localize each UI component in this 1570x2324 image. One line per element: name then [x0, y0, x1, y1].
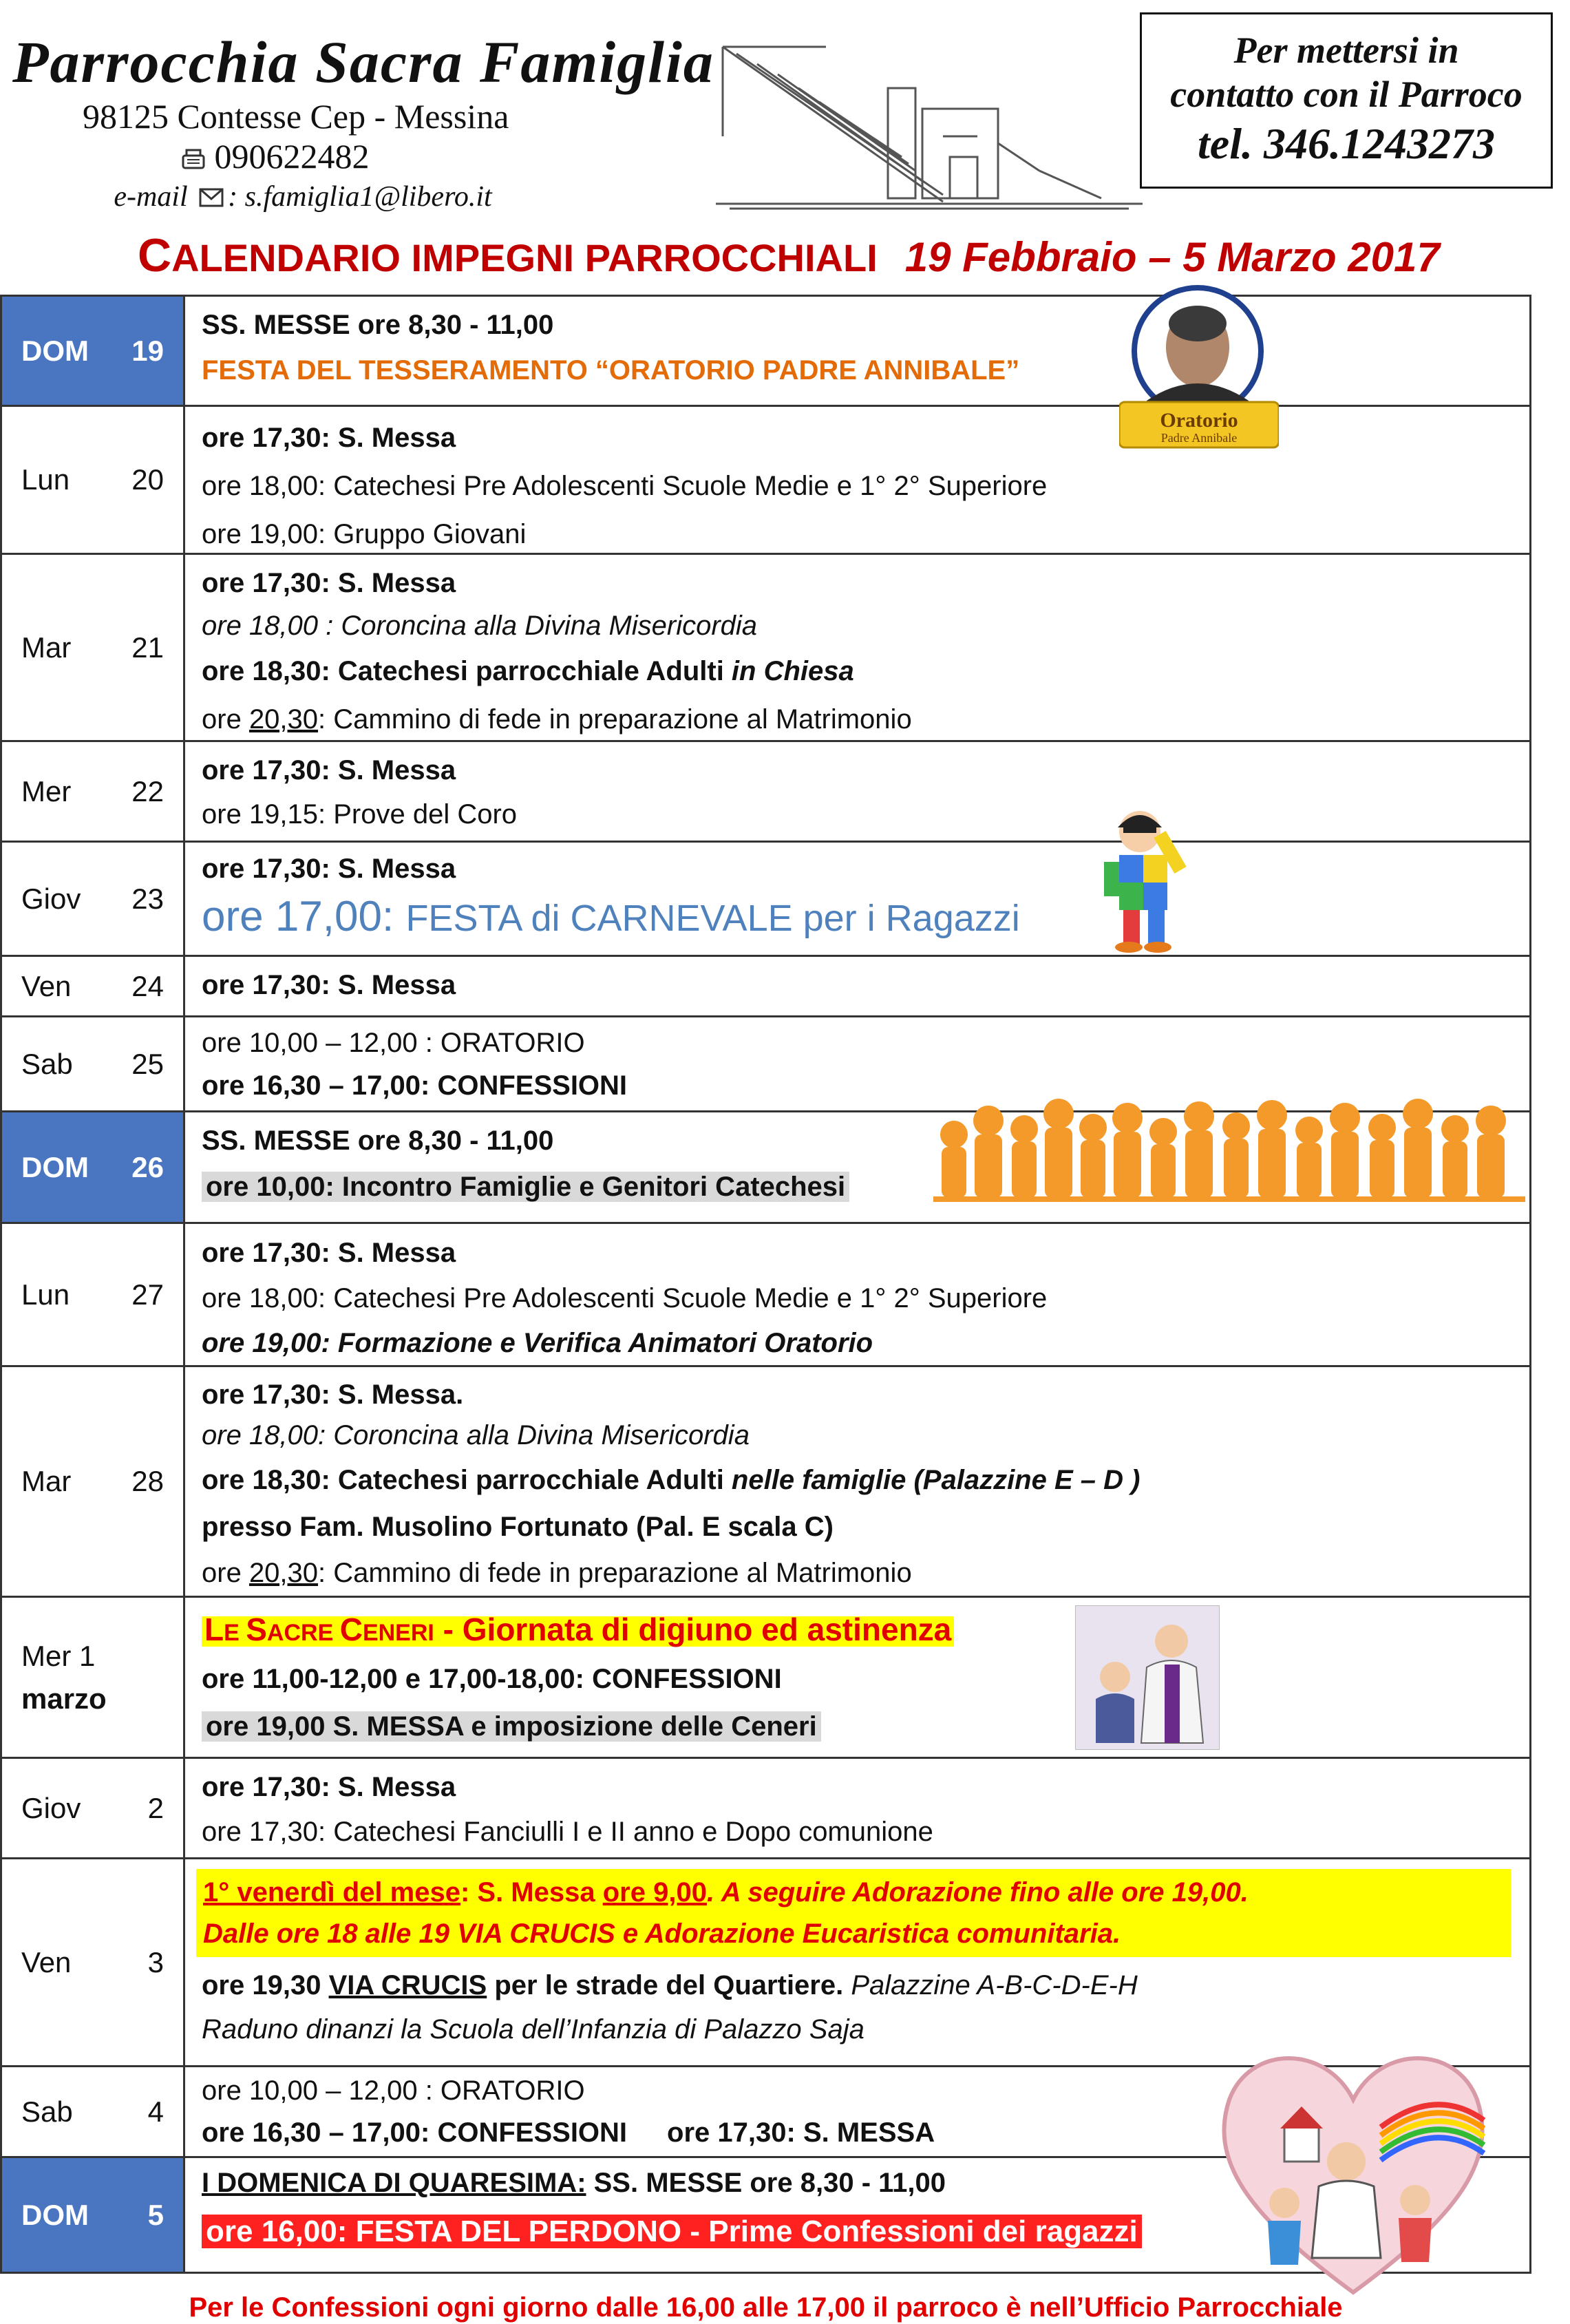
contact-line-1: Per mettersi in: [1233, 30, 1459, 71]
day-name: Ven: [21, 1945, 72, 1978]
day-cell: [2, 843, 185, 955]
day-name: Giov: [21, 882, 81, 915]
event-line: Dalle ore 18 alle 19 VIA CRUCIS e Adorazione Eucaristica comunitaria.: [203, 1919, 1121, 1949]
day-cell: [2, 1598, 185, 1757]
day-cell: [2, 1759, 185, 1857]
day-cell: [2, 742, 185, 841]
calendar-row-lun-27: [0, 1224, 1531, 1367]
first-friday-highlight: [196, 1869, 1511, 1957]
event-line: ore 20,30: Cammino di fede in preparazione al Matrimonio: [202, 1558, 912, 1588]
event-line: I DOMENICA DI QUARESIMA: SS. MESSE ore 8,30 - 11,00: [202, 2168, 946, 2198]
calendar-row-dom-19: [0, 297, 1531, 407]
church-drawing: [716, 33, 1143, 212]
oratorio-badge-logo: [1119, 284, 1279, 449]
event-line: presso Fam. Musolino Fortunato (Pal. E scala C): [202, 1512, 834, 1542]
event-line: ore 10,00 – 12,00 : ORATORIO: [202, 1028, 585, 1058]
badge-title: Oratorio: [1160, 409, 1238, 432]
events-cell: [185, 1759, 1529, 1857]
event-line: ore 17,30: S. Messa.: [202, 1380, 464, 1410]
event-line: ore 19,00: Formazione e Verifica Animatori Oratorio: [202, 1328, 873, 1358]
event-line: ore 19,15: Prove del Coro: [202, 799, 518, 830]
telephone-icon: [182, 149, 205, 169]
day-cell: [2, 2067, 185, 2156]
calendar-table: [0, 295, 1531, 2274]
event-line: ore 18,00: Catechesi Pre Adolescenti Scuole Medie e 1° 2° Superiore: [202, 1283, 1048, 1313]
event-line: ore 19,00: Gruppo Giovani: [202, 519, 527, 549]
event-line: ore 17,30: S. Messa: [202, 970, 456, 1000]
event-line: ore 17,30: S. Messa: [202, 423, 456, 453]
day-number: 2: [147, 1791, 164, 1824]
event-line: ore 17,30: Catechesi Fanciulli I e II anno e Dopo comunione: [202, 1817, 933, 1847]
phone-number: 090622482: [214, 137, 370, 176]
event-line: ore 16,30 – 17,00: CONFESSIONI: [202, 1070, 628, 1101]
day-number: 22: [131, 774, 164, 807]
parish-name: Parrocchia Sacra Famiglia: [12, 29, 714, 95]
events-cell: [185, 555, 1529, 740]
events-cell: [185, 1367, 1529, 1596]
event-line: ore 10,00: Incontro Famiglie e Genitori Catechesi: [202, 1162, 1514, 1212]
parish-email: [96, 180, 509, 213]
day-cell: [2, 555, 185, 740]
parish-address: 98125 Contesse Cep - Messina: [83, 97, 509, 136]
day-name: DOM: [21, 1150, 89, 1183]
day-name: Mer: [21, 774, 72, 807]
day-name: Lun: [21, 463, 70, 496]
day-cell: [2, 1224, 185, 1365]
event-line: ore 19,00 S. MESSA e imposizione delle Ceneri: [202, 1700, 1514, 1753]
day-number: 23: [131, 882, 164, 915]
event-line: ore 17,30: S. Messa: [202, 854, 456, 884]
parish-phone: [83, 136, 468, 176]
day-number: 5: [147, 2198, 164, 2231]
event-line: ore 19,30 VIA CRUCIS per le strade del Quartiere. Palazzine A-B-C-D-E-H: [202, 1970, 1138, 2000]
events-cell: [185, 297, 1529, 405]
event-line: ore 18,00 : Coroncina alla Divina Misericordia: [202, 611, 758, 641]
event-line: ore 17,30: S. Messa: [202, 568, 456, 598]
events-cell: [185, 742, 1529, 841]
email-address: : s.famiglia1@libero.it: [228, 181, 492, 213]
harlequin-carnival-image: [1092, 799, 1209, 957]
event-line: ore 18,00: Coroncina alla Divina Misericordia: [202, 1420, 750, 1450]
calendar-row-ven-24: [0, 957, 1531, 1017]
day-number: 21: [131, 631, 164, 664]
event-line: ore 17,30: S. Messa: [202, 1238, 456, 1268]
day-cell: [2, 1859, 185, 2065]
badge-subtitle: Padre Annibale: [1160, 431, 1238, 445]
event-line: SS. MESSE ore 8,30 - 11,00: [202, 310, 554, 340]
day-name: Ven: [21, 969, 72, 1002]
event-line: ore 16,00: FESTA DEL PERDONO - Prime Confessioni dei ragazzi: [202, 2205, 1514, 2259]
events-cell: [185, 957, 1529, 1015]
envelope-icon: [199, 188, 224, 207]
event-line: ore 17,30: S. Messa: [202, 1772, 456, 1802]
day-name: DOM: [21, 2198, 89, 2231]
day-cell: [2, 407, 185, 553]
heart-jesus-children-image: [1209, 2024, 1498, 2306]
event-line: ore 18,30: Catechesi parrocchiale Adulti nelle famiglie (Palazzine E – D ): [202, 1465, 1141, 1495]
event-line: Raduno dinanzi la Scuola dell’Infanzia di Palazzo Saja: [202, 2014, 864, 2045]
day-name: Giov: [21, 1791, 81, 1824]
day-number: 3: [147, 1945, 164, 1978]
title-dates: 19 Febbraio – 5 Marzo 2017: [904, 234, 1440, 280]
event-line: 1° venerdì del mese: S. Messa ore 9,00. A seguire Adorazione fino alle ore 19,00.: [203, 1877, 1249, 1908]
day-cell: [2, 1017, 185, 1110]
day-name: Sab: [21, 2095, 73, 2128]
events-cell: [185, 843, 1529, 955]
email-label: e-mail: [114, 181, 188, 213]
calendar-row-mer-1: [0, 1598, 1531, 1759]
day-name: Mer 1: [21, 1639, 96, 1672]
calendar-title: [138, 229, 1445, 282]
day-cell: [2, 957, 185, 1015]
day-number: 25: [131, 1047, 164, 1080]
ash-wednesday-image: [1075, 1605, 1220, 1750]
day-number: 4: [147, 2095, 164, 2128]
day-number: 24: [131, 969, 164, 1002]
day-name: Lun: [21, 1278, 70, 1311]
events-cell: [185, 407, 1529, 553]
event-line: ore 17,30: S. Messa: [202, 755, 456, 785]
day-number: 26: [131, 1150, 164, 1183]
day-name: Mar: [21, 1465, 72, 1497]
calendar-row-mar-21: [0, 555, 1531, 742]
event-line: ore 18,00: Catechesi Pre Adolescenti Scuole Medie e 1° 2° Superiore: [202, 471, 1048, 501]
event-line: ore 11,00-12,00 e 17,00-18,00: CONFESSIONI: [202, 1664, 782, 1694]
contact-box: [1140, 12, 1553, 189]
day-number: 27: [131, 1278, 164, 1311]
crowd-silhouette-image: [933, 1093, 1525, 1207]
event-line: SS. MESSE ore 8,30 - 11,00: [202, 1126, 554, 1156]
event-line: ore 18,30: Catechesi parrocchiale Adulti in Chiesa: [202, 656, 854, 686]
events-cell: [185, 1224, 1529, 1365]
title-initial: C: [138, 229, 172, 282]
day-cell: [2, 297, 185, 405]
day-name: Sab: [21, 1047, 73, 1080]
contact-telephone: tel. 346.1243273: [1198, 119, 1495, 168]
day-name: DOM: [21, 334, 89, 367]
event-line: ore 20,30: Cammino di fede in preparazione al Matrimonio: [202, 704, 912, 735]
day-number: 19: [131, 334, 164, 367]
calendar-row-mer-22: [0, 742, 1531, 843]
day-number: 28: [131, 1465, 164, 1497]
event-line: ore 16,30 – 17,00: CONFESSIONI ore 17,30: S. MESSA: [202, 2117, 935, 2148]
event-line: LE SACRE CENERI - Giornata di digiuno ed astinenza: [202, 1605, 1514, 1658]
event-line: ore 17,00: FESTA di CARNEVALE per i Ragazzi: [202, 893, 1020, 940]
day-cell: [2, 2158, 185, 2272]
title-text: ALENDARIO IMPEGNI PARROCCHIALI: [171, 236, 878, 279]
calendar-row-mar-28: [0, 1367, 1531, 1598]
event-line: ore 10,00 – 12,00 : ORATORIO: [202, 2075, 585, 2106]
day-name: Mar: [21, 631, 72, 664]
contact-line-2: contatto con il Parroco: [1170, 74, 1523, 115]
confession-footer-note: Per le Confessioni ogni giorno dalle 16,00 alle 17,00 il parroco è nell’Ufficio Parrocchiale: [189, 2292, 1343, 2323]
day-number: 20: [131, 463, 164, 496]
event-line: FESTA DEL TESSERAMENTO “ORATORIO PADRE ANNIBALE”: [202, 355, 1020, 385]
day-cell: [2, 1112, 185, 1222]
day-cell: [2, 1367, 185, 1596]
calendar-row-lun-20: [0, 407, 1531, 555]
day-month: marzo: [21, 1682, 107, 1715]
events-cell: [185, 1598, 1529, 1757]
calendar-row-giov-2: [0, 1759, 1531, 1859]
calendar-row-giov-23: [0, 843, 1531, 957]
